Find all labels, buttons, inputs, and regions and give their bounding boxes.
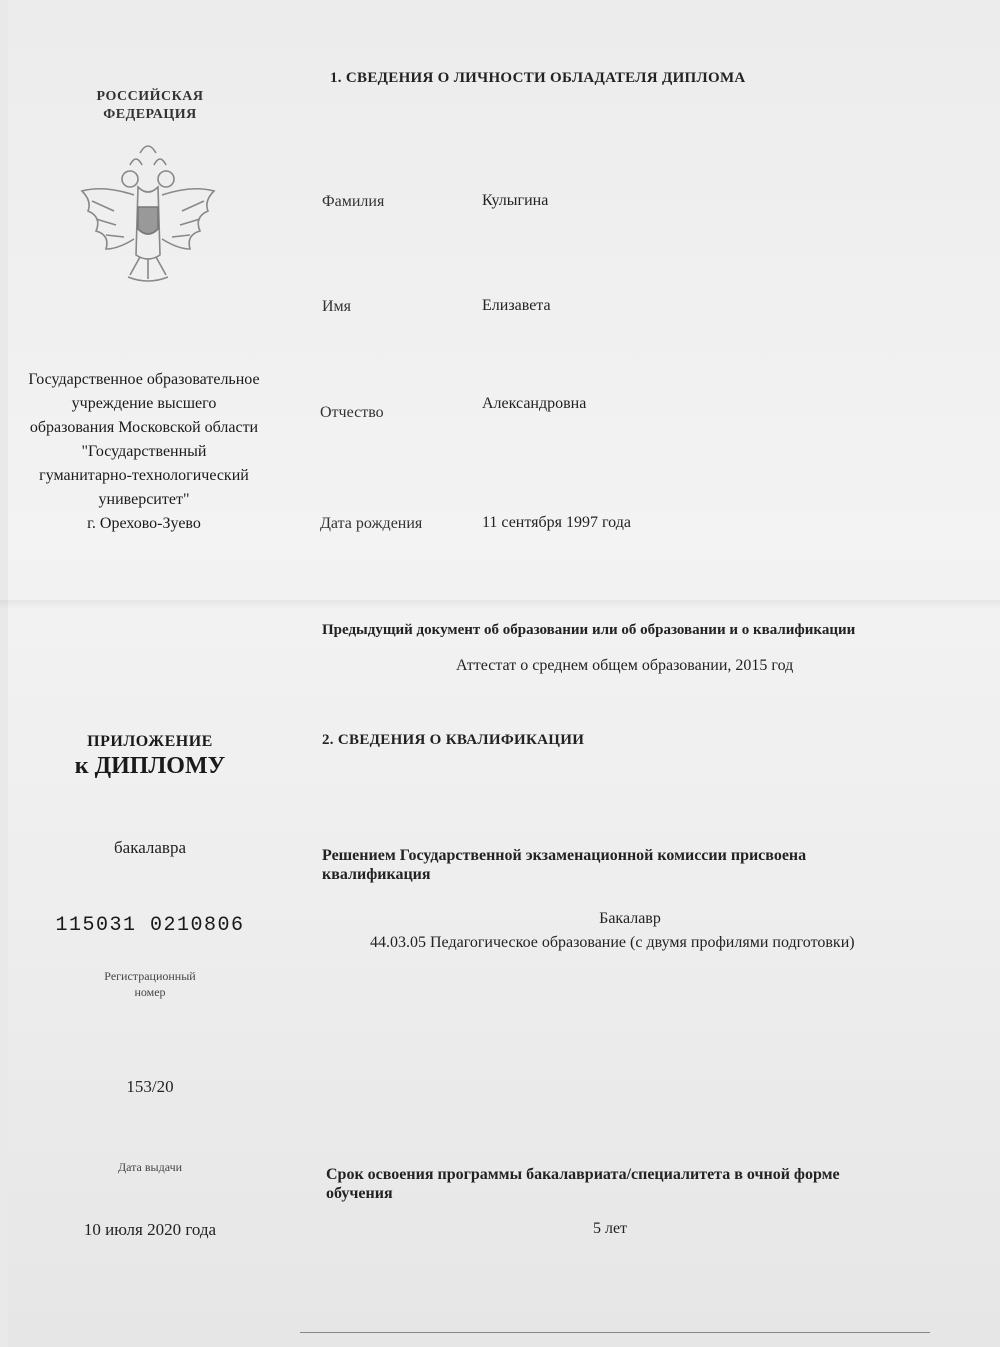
page-fold bbox=[0, 600, 1000, 610]
institution-line: учреждение высшего bbox=[71, 395, 217, 412]
section2-title: 2. СВЕДЕНИЯ О КВАЛИФИКАЦИИ bbox=[322, 732, 585, 748]
issue-date-label: Дата выдачи bbox=[117, 1160, 183, 1174]
coat-of-arms-icon bbox=[68, 135, 228, 295]
reg-label-line: Регистрационный bbox=[104, 969, 196, 983]
institution-line: "Государственный bbox=[81, 443, 207, 460]
decision-line: Решением Государственной экзаменационной комиссии присвоена bbox=[322, 847, 807, 864]
institution-name bbox=[0, 368, 288, 536]
institution-line: университет" bbox=[98, 491, 190, 508]
serial-number: 115031 0210806 bbox=[55, 914, 245, 937]
institution-line: гуманитарно-технологический bbox=[39, 467, 249, 484]
institution-city: г. Орехово-Зуево bbox=[87, 515, 201, 532]
institution-line: образования Московской области bbox=[29, 419, 259, 436]
country-name-text: РОССИЙСКАЯ ФЕДЕРАЦИЯ bbox=[96, 89, 204, 122]
field-value-birthdate: 11 сентября 1997 года bbox=[482, 514, 631, 531]
reg-label-line: номер bbox=[134, 985, 166, 999]
commission-decision bbox=[322, 846, 962, 884]
reg-number-value: 153/20 bbox=[126, 1077, 174, 1096]
appendix-title bbox=[40, 733, 260, 780]
field-label-name: Имя bbox=[322, 298, 352, 315]
duration-label bbox=[326, 1165, 966, 1203]
appendix-line2: к ДИПЛОМУ bbox=[74, 753, 226, 779]
duration-value: 5 лет bbox=[592, 1220, 628, 1237]
prev-document-label: Предыдущий документ об образовании или об образовании и о квалификации bbox=[322, 622, 856, 638]
field-value-surname: Кулыгина bbox=[482, 192, 549, 209]
field-label-surname: Фамилия bbox=[322, 193, 385, 210]
qualification-value: Бакалавр bbox=[599, 910, 661, 927]
field-value-name: Елизавета bbox=[482, 297, 551, 314]
field-value-patronymic: Александровна bbox=[482, 395, 587, 412]
institution-line: Государственное образовательное bbox=[28, 371, 260, 388]
bottom-rule bbox=[300, 1332, 930, 1333]
decision-line: квалификация bbox=[322, 866, 431, 883]
field-label-birthdate: Дата рождения bbox=[320, 515, 423, 532]
reg-number-label bbox=[60, 968, 240, 1000]
duration-label-line: Срок освоения программы бакалавриата/специалитета в очной форме bbox=[326, 1166, 840, 1183]
country-name bbox=[60, 88, 240, 124]
degree-level: бакалавра bbox=[114, 838, 186, 857]
section1-title: 1. СВЕДЕНИЯ О ЛИЧНОСТИ ОБЛАДАТЕЛЯ ДИПЛОМА bbox=[330, 70, 746, 86]
issue-date-value: 10 июля 2020 года bbox=[83, 1220, 217, 1239]
duration-label-line: обучения bbox=[326, 1185, 393, 1202]
field-label-patronymic: Отчество bbox=[320, 404, 384, 421]
program-value: 44.03.05 Педагогическое образование (с двумя профилями подготовки) bbox=[370, 934, 855, 951]
appendix-line1: ПРИЛОЖЕНИЕ bbox=[87, 733, 213, 750]
prev-document-value: Аттестат о среднем общем образовании, 2015 год bbox=[456, 657, 794, 674]
